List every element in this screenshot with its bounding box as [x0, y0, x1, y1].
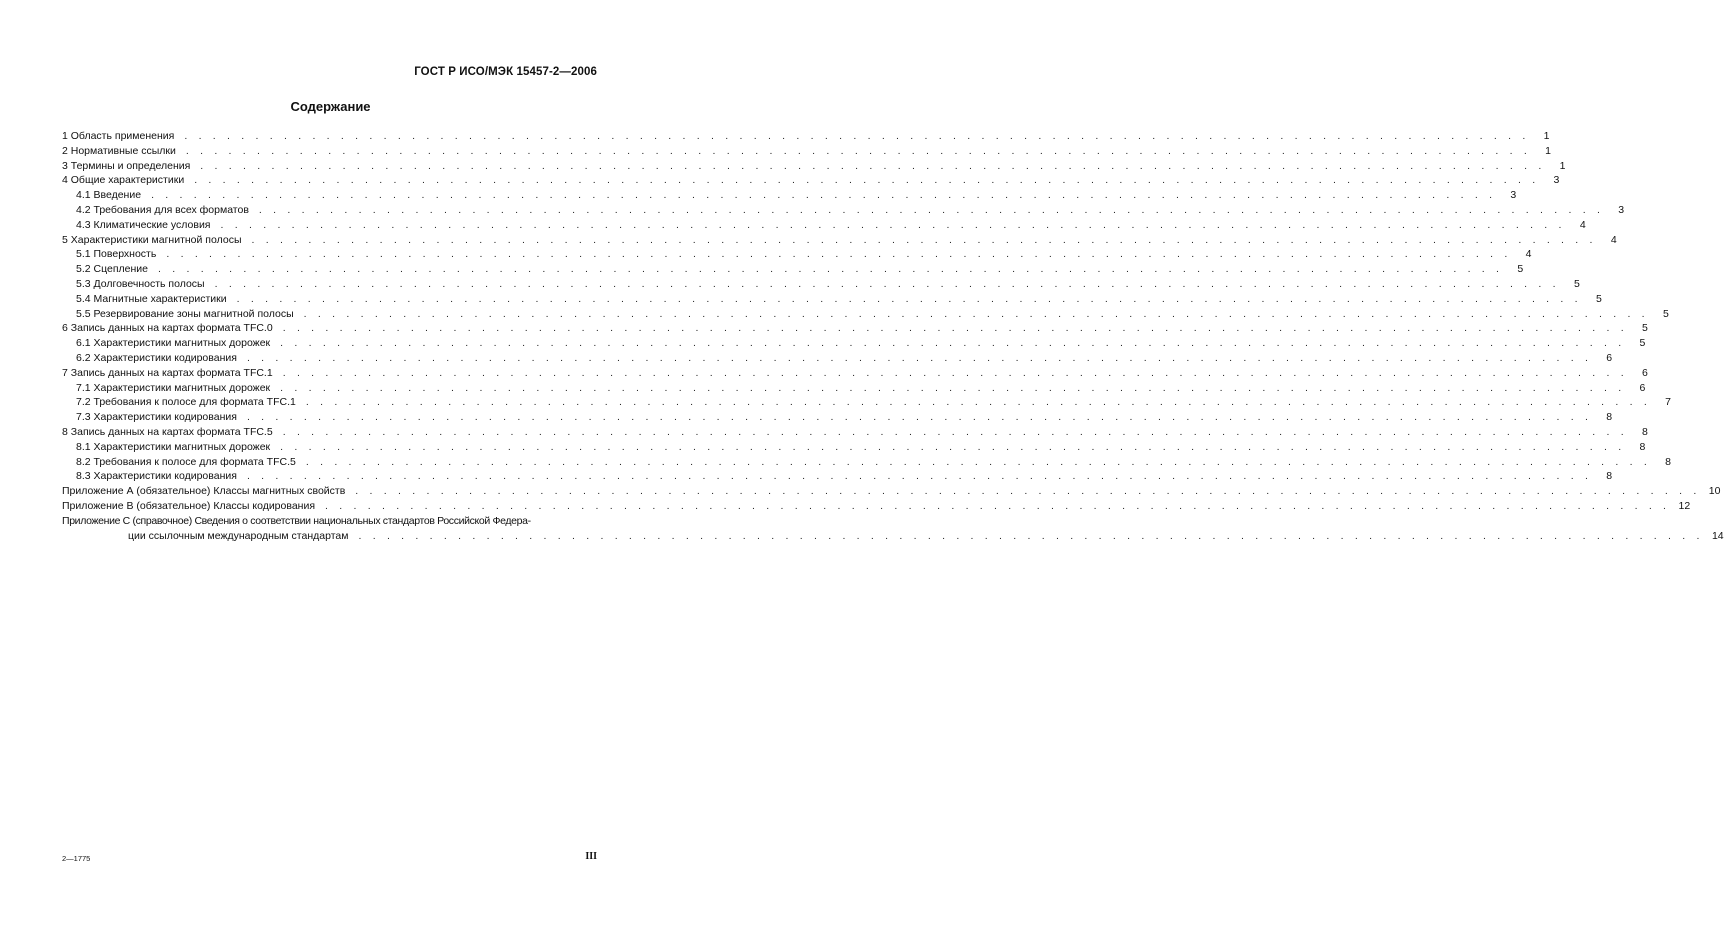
toc-entry-page: 3	[1618, 203, 1625, 216]
toc-entry-label: 1 Область применения	[62, 130, 175, 142]
toc-entry[interactable]	[62, 440, 1646, 455]
toc-entry-label: 7.2 Требования к полосе для формата TFC.1	[76, 396, 296, 409]
toc-entry[interactable]	[62, 307, 1669, 322]
toc-entry-label: 5.3 Долговечность полосы	[76, 277, 205, 290]
toc-entry-label: 4.3 Климатические условия	[76, 218, 211, 231]
toc-entry-label: Приложение А (обязательное) Классы магнитных свойств	[62, 485, 346, 498]
toc-entry-annex-c-continued[interactable]	[62, 529, 1724, 544]
toc-entry-page: 6	[1606, 351, 1613, 364]
toc-entry-page: 5	[1573, 277, 1580, 290]
toc-entry-label: 8 Запись данных на картах формата TFC.5	[62, 425, 273, 438]
toc-entry[interactable]	[62, 455, 1672, 470]
toc-entry[interactable]	[62, 321, 1648, 336]
dot-leader: . . . . . . . . . . . . . . . . . . . . . . . . . . . . . . . . . . . . . . . . . . . . . . . . . . . . . . . . . . . . . . . . . . . . . . . . . . . . . . . . . . . . . . . . . . . . . . .	[282, 322, 1628, 335]
dot-leader: . . . . . . . . . . . . . . . . . . . . . . . . . . . . . . . . . . . . . . . . . . . . . . . . . . . . . . . . . . . . . . . . . . . . . . . . . . . . . . . . . . . . . . . . . . . . . . .	[280, 440, 1626, 453]
toc-entry-label: 4.1 Введение	[76, 189, 142, 202]
toc-entry-page: 5	[1595, 292, 1602, 305]
dot-leader: . . . . . . . . . . . . . . . . . . . . . . . . . . . . . . . . . . . . . . . . . . . . . . . . . . . . . . . . . . . . . . . . . . . . . . . . . . . . . . . . . . . . . . . . . . . . . . .	[280, 337, 1626, 350]
toc-entry[interactable]	[62, 410, 1613, 425]
toc-entry-label: 7.1 Характеристики магнитных дорожек	[76, 381, 271, 394]
toc-entry[interactable]	[62, 366, 1648, 381]
toc-entry-page: 4	[1610, 233, 1617, 246]
toc-entry[interactable]	[62, 425, 1648, 440]
toc-entry-page: 4	[1525, 248, 1532, 261]
dot-leader: . . . . . . . . . . . . . . . . . . . . . . . . . . . . . . . . . . . . . . . . . . . . . . . . . . . . . . . . . . . . . . . . . . . . . . . . . . . . . . . . . . . . . . . . . . . . . . .	[166, 248, 1512, 261]
toc-entry-label: 5.1 Поверхность	[76, 248, 157, 261]
toc-entry-page: 5	[1639, 337, 1646, 350]
toc-entry-page: 5	[1517, 263, 1524, 276]
print-code: 2—1775	[62, 854, 91, 863]
dot-leader: . . . . . . . . . . . . . . . . . . . . . . . . . . . . . . . . . . . . . . . . . . . . . . . . . . . . . . . . . . . . . . . . . . . . . . . . . . . . . . . . . . . . . . . . . . . . . . .	[305, 396, 1652, 409]
toc-entry-annex-c[interactable]	[62, 514, 598, 529]
toc-entry-page: 8	[1606, 411, 1613, 424]
toc-entry-page: 5	[1662, 307, 1669, 320]
toc-entry[interactable]	[62, 277, 1580, 292]
toc-entry-page: 1	[1559, 159, 1566, 172]
dot-leader: . . . . . . . . . . . . . . . . . . . . . . . . . . . . . . . . . . . . . . . . . . . . . . . . . . . . . . . . . . . . . . . . . . . . . . . . . . . . . . . . . . . . . . . . . . . . . . .	[185, 144, 1532, 157]
toc-entry-label: 4 Общие характеристики	[62, 174, 185, 187]
dot-leader: . . . . . . . . . . . . . . . . . . . . . . . . . . . . . . . . . . . . . . . . . . . . . . . . . . . . . . . . . . . . . . . . . . . . . . . . . . . . . . . . . . . . . . . . . . . . . . .	[258, 203, 1605, 216]
toc-entry[interactable]	[62, 292, 1602, 307]
toc-entry-page: 8	[1606, 470, 1613, 483]
dot-leader: . . . . . . . . . . . . . . . . . . . . . . . . . . . . . . . . . . . . . . . . . . . . . . . . . . . . . . . . . . . . . . . . . . . . . . . . . . . . . . . . . . . . . . . . . . . . . . .	[151, 189, 1497, 202]
dot-leader: . . . . . . . . . . . . . . . . . . . . . . . . . . . . . . . . . . . . . . . . . . . . . . . . . . . . . . . . . . . . . . . . . . . . . . . . . . . . . . . . . . . . . . . . . . . . . . .	[358, 529, 1704, 542]
dot-leader: . . . . . . . . . . . . . . . . . . . . . . . . . . . . . . . . . . . . . . . . . . . . . . . . . . . . . . . . . . . . . . . . . . . . . . . . . . . . . . . . . . . . . . . . . . . . . . .	[246, 470, 1593, 483]
toc-entry-label: 5.2 Сцепление	[76, 263, 148, 276]
toc-entry-label: 7.3 Характеристики кодирования	[76, 411, 237, 424]
dot-leader: . . . . . . . . . . . . . . . . . . . . . . . . . . . . . . . . . . . . . . . . . . . . . . . . . . . . . . . . . . . . . . . . . . . . . . . . . . . . . . . . . . . . . . . . . . . . . . .	[184, 130, 1530, 142]
dot-leader: . . . . . . . . . . . . . . . . . . . . . . . . . . . . . . . . . . . . . . . . . . . . . . . . . . . . . . . . . . . . . . . . . . . . . . . . . . . . . . . . . . . . . . . . . . . . . . .	[305, 455, 1652, 468]
toc-entry-label: 5 Характеристики магнитной полосы	[62, 233, 242, 246]
toc-entry-page: 8	[1665, 455, 1672, 468]
toc-entry-page: 8	[1639, 440, 1646, 453]
toc-entry-label: 6.2 Характеристики кодирования	[76, 351, 237, 364]
toc-entry[interactable]	[62, 262, 1524, 277]
toc-entry-label: 3 Термины и определения	[62, 159, 191, 172]
toc-entry-page: 7	[1665, 396, 1672, 409]
dot-leader: . . . . . . . . . . . . . . . . . . . . . . . . . . . . . . . . . . . . . . . . . . . . . . . . . . . . . . . . . . . . . . . . . . . . . . . . . . . . . . . . . . . . . . . . . . . . . . .	[282, 425, 1628, 438]
page-title: Содержание	[290, 99, 371, 114]
toc-entry[interactable]	[62, 129, 1550, 144]
toc-entry-page: 4	[1579, 218, 1586, 231]
toc-entry[interactable]	[62, 233, 1617, 248]
toc-entry[interactable]	[62, 469, 1613, 484]
toc-entry-page: 10	[1708, 485, 1721, 498]
table-of-contents	[62, 129, 1724, 543]
toc-entry-label: Приложение В (обязательное) Классы кодирования	[62, 499, 316, 512]
toc-entry[interactable]	[62, 144, 1552, 159]
toc-entry-page: 3	[1510, 189, 1517, 202]
dot-leader: . . . . . . . . . . . . . . . . . . . . . . . . . . . . . . . . . . . . . . . . . . . . . . . . . . . . . . . . . . . . . . . . . . . . . . . . . . . . . . . . . . . . . . . . . . . . . . .	[355, 485, 1701, 498]
toc-entry-page: 1	[1543, 130, 1550, 142]
toc-entry[interactable]	[62, 484, 1721, 499]
toc-entry-label: 4.2 Требования для всех форматов	[76, 203, 249, 216]
toc-entry-label: 6 Запись данных на картах формата TFC.0	[62, 322, 273, 335]
document-id: ГОСТ Р ИСО/МЭК 15457-2—2006	[414, 66, 597, 78]
dot-leader: . . . . . . . . . . . . . . . . . . . . . . . . . . . . . . . . . . . . . . . . . . . . . . . . . . . . . . . . . . . . . . . . . . . . . . . . . . . . . . . . . . . . . . . . . . . . . . .	[246, 351, 1593, 364]
toc-entry[interactable]	[62, 395, 1672, 410]
dot-leader: . . . . . . . . . . . . . . . . . . . . . . . . . . . . . . . . . . . . . . . . . . . . . . . . . . . . . . . . . . . . . . . . . . . . . . . . . . . . . . . . . . . . . . . . . . . . . . .	[220, 218, 1566, 231]
toc-entry[interactable]	[62, 159, 1566, 174]
toc-entry[interactable]	[62, 336, 1646, 351]
dot-leader: . . . . . . . . . . . . . . . . . . . . . . . . . . . . . . . . . . . . . . . . . . . . . . . . . . . . . . . . . . . . . . . . . . . . . . . . . . . . . . . . . . . . . . . . . . . . . . .	[194, 174, 1540, 187]
dot-leader: . . . . . . . . . . . . . . . . . . . . . . . . . . . . . . . . . . . . . . . . . . . . . . . . . . . . . . . . . . . . . . . . . . . . . . . . . . . . . . . . . . . . . . . . . . . . . . .	[303, 307, 1649, 320]
dot-leader: . . . . . . . . . . . . . . . . . . . . . . . . . . . . . . . . . . . . . . . . . . . . . . . . . . . . . . . . . . . . . . . . . . . . . . . . . . . . . . . . . . . . . . . . . . . . . . .	[214, 277, 1560, 290]
toc-entry-label: 2 Нормативные ссылки	[62, 144, 176, 157]
toc-entry[interactable]	[62, 381, 1646, 396]
toc-entry-page: 6	[1639, 381, 1646, 394]
page-number: III	[585, 851, 597, 862]
toc-entry-page: 12	[1678, 499, 1691, 512]
toc-entry-page: 8	[1642, 425, 1648, 438]
toc-entry-label: 7 Запись данных на картах формата TFC.1	[62, 366, 273, 379]
toc-entry[interactable]	[62, 173, 1560, 188]
toc-entry[interactable]	[62, 218, 1586, 233]
dot-leader: . . . . . . . . . . . . . . . . . . . . . . . . . . . . . . . . . . . . . . . . . . . . . . . . . . . . . . . . . . . . . . . . . . . . . . . . . . . . . . . . . . . . . . . . . . . . . . .	[246, 411, 1593, 424]
toc-entry-label: ции ссылочным международным стандартам	[128, 529, 349, 542]
toc-entry-label: 8.1 Характеристики магнитных дорожек	[76, 440, 271, 453]
toc-entry-page: 6	[1642, 366, 1648, 379]
dot-leader: . . . . . . . . . . . . . . . . . . . . . . . . . . . . . . . . . . . . . . . . . . . . . . . . . . . . . . . . . . . . . . . . . . . . . . . . . . . . . . . . . . . . . . . . . . . . . . .	[282, 366, 1628, 379]
toc-entry-page: 14	[1711, 529, 1724, 542]
toc-entry-page: 5	[1642, 322, 1648, 335]
toc-entry[interactable]	[62, 203, 1625, 218]
toc-entry-page: 1	[1545, 144, 1552, 157]
dot-leader: . . . . . . . . . . . . . . . . . . . . . . . . . . . . . . . . . . . . . . . . . . . . . . . . . . . . . . . . . . . . . . . . . . . . . . . . . . . . . . . . . . . . . . . . . . . . . . .	[158, 263, 1504, 276]
toc-entry-label: Приложение С (справочное) Сведения о соответствии национальных стандартов Российской Федера-	[62, 514, 531, 527]
toc-entry-label: 6.1 Характеристики магнитных дорожек	[76, 337, 271, 350]
toc-entry-label: 5.5 Резервирование зоны магнитной полосы	[76, 307, 294, 320]
toc-entry[interactable]	[62, 351, 1613, 366]
toc-entry[interactable]	[62, 247, 1532, 262]
dot-leader: . . . . . . . . . . . . . . . . . . . . . . . . . . . . . . . . . . . . . . . . . . . . . . . . . . . . . . . . . . . . . . . . . . . . . . . . . . . . . . . . . . . . . . . . . . . . . . .	[200, 159, 1546, 172]
dot-leader: . . . . . . . . . . . . . . . . . . . . . . . . . . . . . . . . . . . . . . . . . . . . . . . . . . . . . . . . . . . . . . . . . . . . . . . . . . . . . . . . . . . . . . . . . . . . . . .	[280, 381, 1626, 394]
toc-entry[interactable]	[62, 188, 1517, 203]
dot-leader: . . . . . . . . . . . . . . . . . . . . . . . . . . . . . . . . . . . . . . . . . . . . . . . . . . . . . . . . . . . . . . . . . . . . . . . . . . . . . . . . . . . . . . . . . . . . . . .	[325, 499, 1671, 512]
toc-entry-label: 8.3 Характеристики кодирования	[76, 470, 237, 483]
dot-leader: . . . . . . . . . . . . . . . . . . . . . . . . . . . . . . . . . . . . . . . . . . . . . . . . . . . . . . . . . . . . . . . . . . . . . . . . . . . . . . . . . . . . . . . . . . . . . . .	[236, 292, 1582, 305]
dot-leader: . . . . . . . . . . . . . . . . . . . . . . . . . . . . . . . . . . . . . . . . . . . . . . . . . . . . . . . . . . . . . . . . . . . . . . . . . . . . . . . . . . . . . . . . . . . . . . .	[251, 233, 1597, 246]
toc-entry[interactable]	[62, 499, 1691, 514]
toc-entry-label: 8.2 Требования к полосе для формата TFC.5	[76, 455, 296, 468]
toc-entry-page: 3	[1553, 174, 1560, 187]
toc-entry-label: 5.4 Магнитные характеристики	[76, 292, 227, 305]
